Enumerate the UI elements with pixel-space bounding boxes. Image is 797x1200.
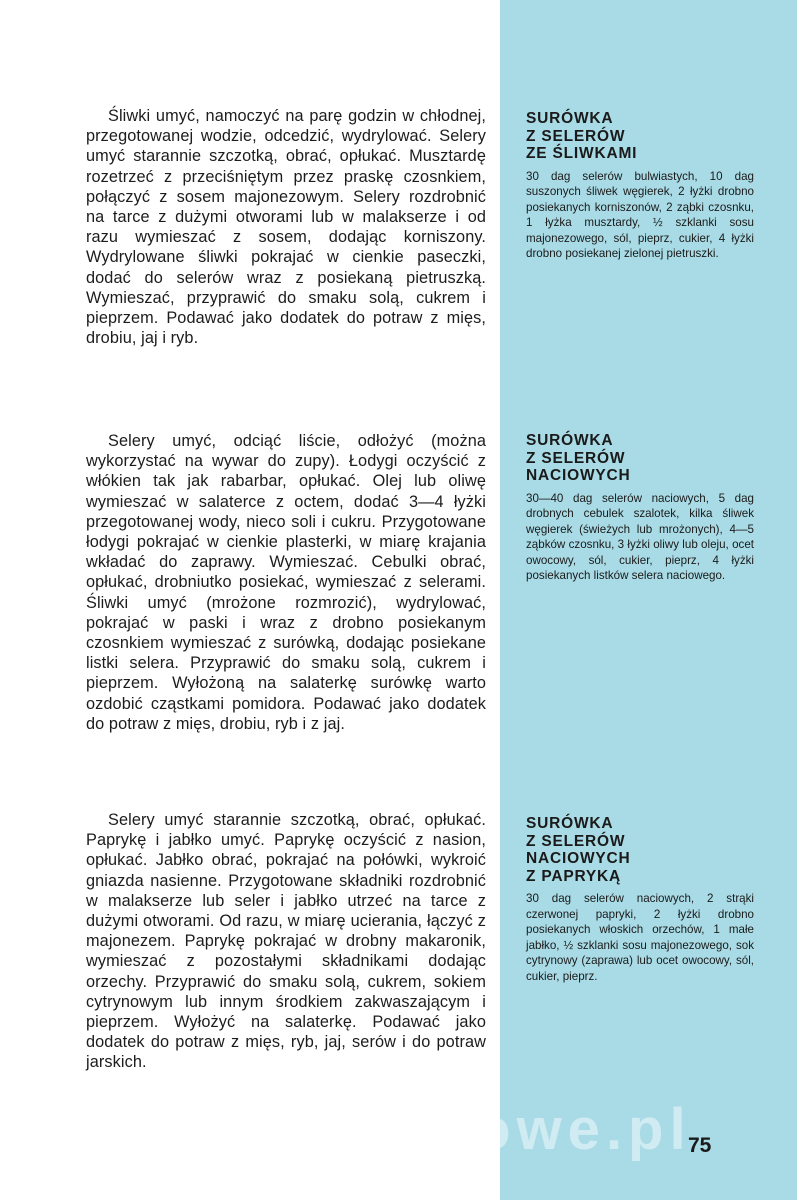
recipe-2-title: SURÓWKA Z SELERÓW NACIOWYCH xyxy=(526,432,631,484)
recipe-3-ingredients: 30 dag selerów naciowych, 2 strąki czerwonej papryki, 2 łyżki drobno posiekanych włoskich orzechów, 1 małe jabłko, ½ szklanki sosu majonezowego, sok cytrynowy (zaprawa) lub ocet owocowy, sól, cukier, pieprz. xyxy=(526,892,754,983)
recipe-2-method: Selery umyć, odciąć liście, odłożyć (można wykorzystać na wywar do zupy). Łodygi oczyścić z włókien tak jak rabarbar, opłukać. Olej lub oliwę wymieszać w salaterce z octem, dodać 3—4 łyżki przegotowanej wody, nieco soli i cukru. Przygotowane łodygi pokrajać w cienkie plasterki, w miarę krajania wkładać do zaprawy. Wymieszać. Cebulki obrać, opłukać, drobniutko posiekać, wymieszać z selerami. Śliwki umyć (mrożone rozmrozić), wydrylować, pokrajać w paski i wraz z drobno posiekanym czosnkiem wymieszać z surówką, dodając posiekane listki selera. Przyprawić do smaku solą, cukrem i pieprzem. Wyłożoną na salaterkę surówkę warto ozdobić cząstkami pomidora. Podawać jako dodatek do potraw z mięs, drobiu, ryb i z jaj. xyxy=(86,432,486,733)
recipe-1-method: Śliwki umyć, namoczyć na parę godzin w chłodnej, przegotowanej wodzie, odcedzić, wydrylować. Selery umyć starannie szczotką, obrać, opłukać. Musztardę rozetrzeć z przeciśniętym przez praskę czosnkiem, połączyć z sosem majonezowym. Selery rozdrobnić na tarce z dużymi otworami lub w malakserze i od razu wymieszać z sosem, dodając korniszony. Wydrylowane śliwki pokrajać w cienkie paseczki, dodać do selerów wraz z posiekaną pietruszką. Wymieszać, przyprawić do smaku solą, cukrem i pieprzem. Podawać jako dodatek do potraw z mięs, drobiu, jaj i ryb. xyxy=(86,107,486,348)
page-number: 75 xyxy=(688,1134,712,1157)
recipe-1-ingredients: 30 dag selerów bulwiastych, 10 dag suszonych śliwek węgierek, 2 łyżki drobno posiekanych korniszonów, 2 ząbki czosnku, 1 łyżka musztardy, ½ szklanki sosu majonezowego, sól, pieprz, cukier, 4 łyżki drobno posiekanej zielonej pietruszki. xyxy=(526,169,754,261)
watermark: wedlinydomowe.pl xyxy=(80,1097,692,1162)
recipe-2-card xyxy=(526,432,754,584)
recipe-3-method: Selery umyć starannie szczotką, obrać, opłukać. Paprykę i jabłko umyć. Paprykę oczyścić z nasion, opłukać. Jabłko obrać, pokrajać na połówki, wykroić gniazda nasienne. Przygotowane składniki rozdrobnić w malakserze lub seler i jabłko utrzeć na tarce z dużymi otworami. Od razu, w miarę ucierania, łączyć z majonezem. Paprykę pokrajać w drobny makaronik, wymieszać z pozostałymi składnikami dodając orzechy. Przyprawić do smaku solą, cukrem, sokiem cytrynowym lub innym środkiem zakwaszającym i pieprzem. Wyłożyć na salaterkę. Podawać jako dodatek do potraw z mięs, ryb, jaj, serów i do potraw jarskich. xyxy=(86,811,486,1072)
recipe-2-ingredients: 30—40 dag selerów naciowych, 5 dag drobnych cebulek szalotek, kilka śliwek węgierek (świeżych lub mrożonych), 4—5 ząbków czosnku, 3 łyżki oliwy lub oleju, ocet owocowy, sól, cukier, pieprz, 4 łyżki posiekanych listków selera naciowego. xyxy=(526,491,754,583)
recipe-1-card xyxy=(526,110,754,262)
recipe-3-title: SURÓWKA Z SELERÓW NACIOWYCH Z PAPRYKĄ xyxy=(526,815,631,885)
recipe-1-title: SURÓWKA Z SELERÓW ZE ŚLIWKAMI xyxy=(526,110,638,162)
recipe-3-card xyxy=(526,815,754,985)
